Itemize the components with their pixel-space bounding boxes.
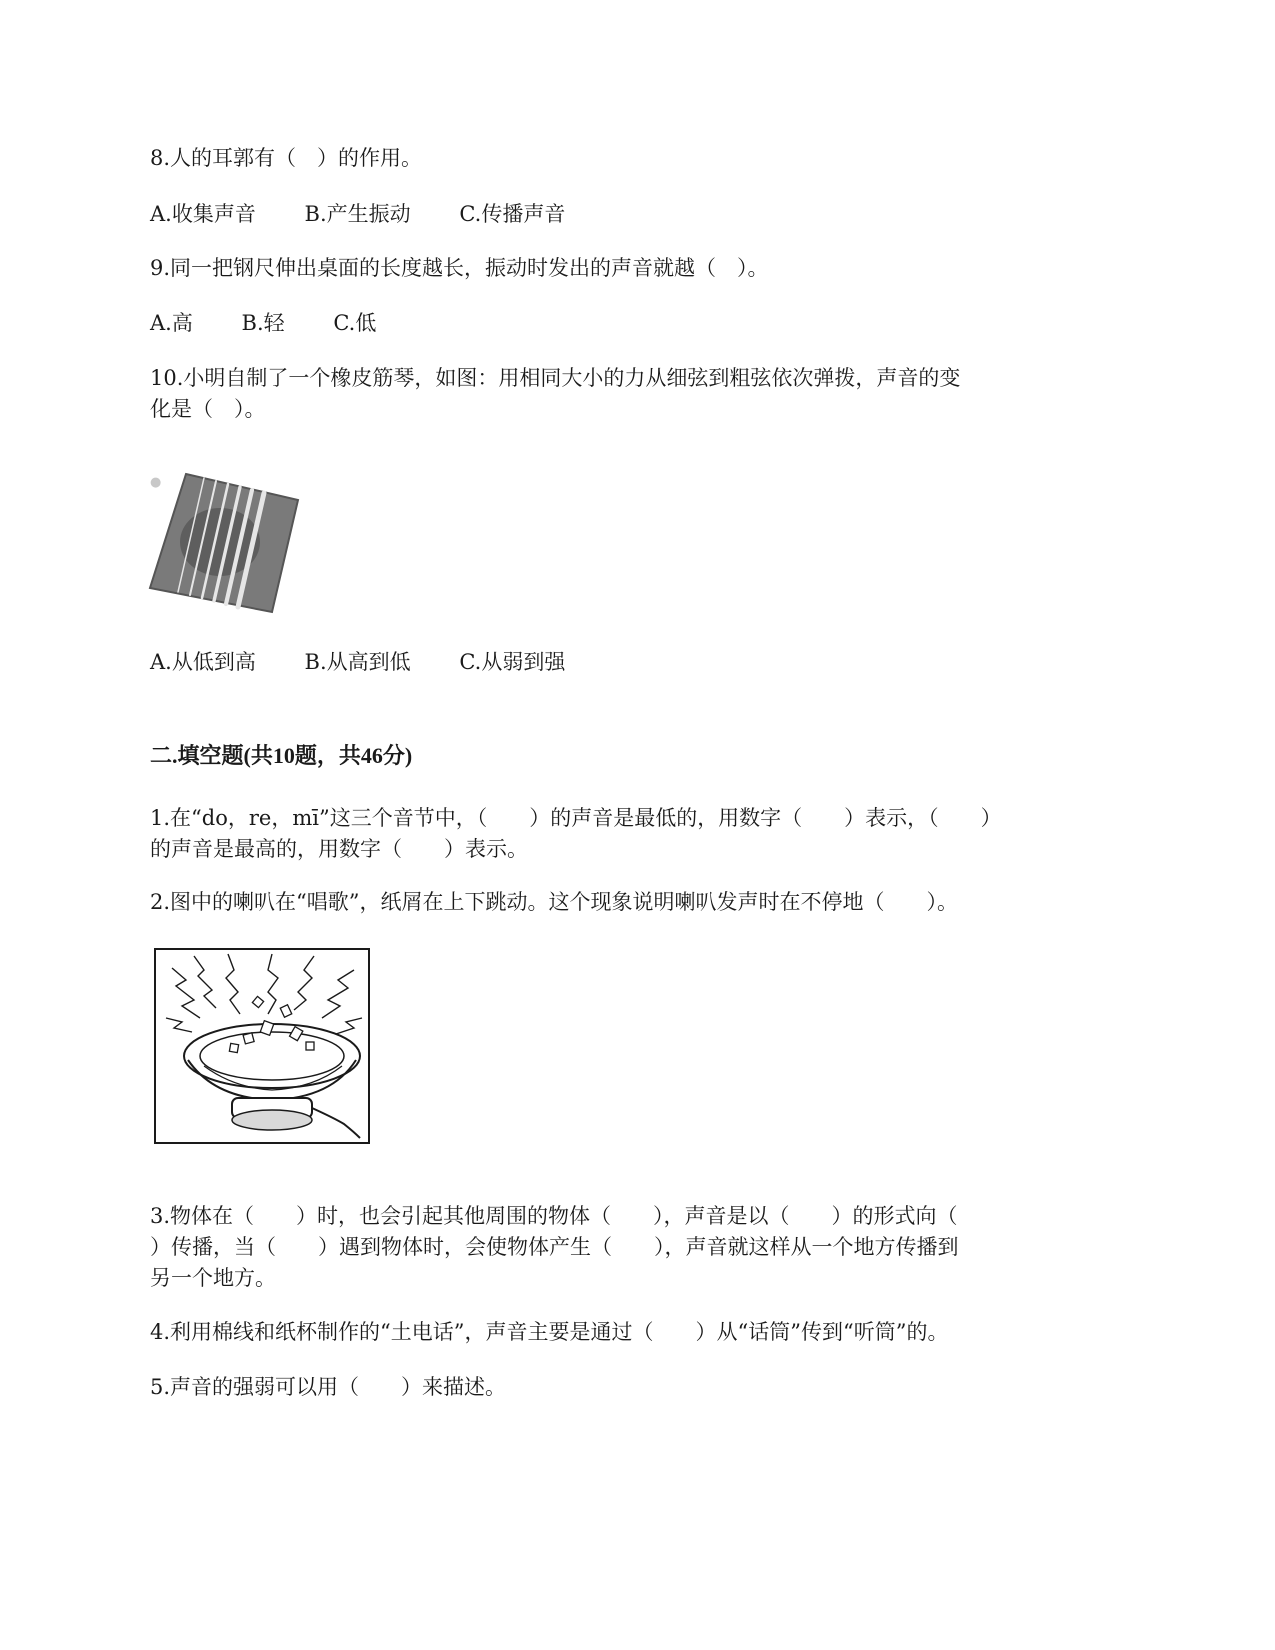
question-9-options xyxy=(150,307,376,339)
question-10-options xyxy=(150,646,565,678)
fill-3-line3: 另一个地方。 xyxy=(150,1266,276,1290)
option-c: C.从弱到强 xyxy=(459,650,566,674)
fill-3-line2: ）传播，当（ ）遇到物体时，会使物体产生（ ），声音就这样从一个地方传播到 xyxy=(150,1235,959,1259)
rubber-band-instrument-figure xyxy=(148,470,308,615)
fill-2-line1: 2.图中的喇叭在“唱歌”，纸屑在上下跳动。这个现象说明喇叭发声时在不停地（ ）。 xyxy=(150,890,959,914)
question-10-stem-line1: 10.小明自制了一个橡皮筋琴，如图：用相同大小的力从细弦到粗弦依次弹拨，声音的变 xyxy=(150,366,961,390)
option-a: A.收集声音 xyxy=(150,202,256,226)
question-9-stem: 9.同一把钢尺伸出桌面的长度越长，振动时发出的声音就越（ ）。 xyxy=(150,256,769,280)
question-8-options xyxy=(150,198,565,230)
fill-5-line1: 5.声音的强弱可以用（ ）来描述。 xyxy=(150,1375,507,1399)
fill-1-line1: 1.在“do，re，mī”这三个音节中，（ ）的声音是最低的，用数字（ ）表示，（ ） xyxy=(150,806,1002,830)
question-8-stem: 8.人的耳郭有（ ）的作用。 xyxy=(150,146,423,170)
fill-4-line1: 4.利用棉线和纸杯制作的“土电话”，声音主要是通过（ ）从“话筒”传到“听筒”的。 xyxy=(150,1320,949,1344)
question-10-stem-line2: 化是（ ）。 xyxy=(150,397,266,421)
option-c: C.传播声音 xyxy=(459,202,566,226)
fill-1-line2: 的声音是最高的，用数字（ ）表示。 xyxy=(150,837,528,861)
option-b: B.产生振动 xyxy=(304,202,411,226)
option-a: A.从低到高 xyxy=(150,650,256,674)
option-a: A.高 xyxy=(150,311,193,335)
option-c: C.低 xyxy=(333,311,377,335)
svg-text:●: ● xyxy=(150,475,162,490)
section-heading: 二.填空题(共10题，共46分) xyxy=(150,743,413,768)
speaker-figure xyxy=(154,948,370,1144)
option-b: B.轻 xyxy=(241,311,285,335)
fill-3-line1: 3.物体在（ ）时，也会引起其他周围的物体（ ），声音是以（ ）的形式向（ xyxy=(150,1204,958,1228)
option-b: B.从高到低 xyxy=(304,650,411,674)
